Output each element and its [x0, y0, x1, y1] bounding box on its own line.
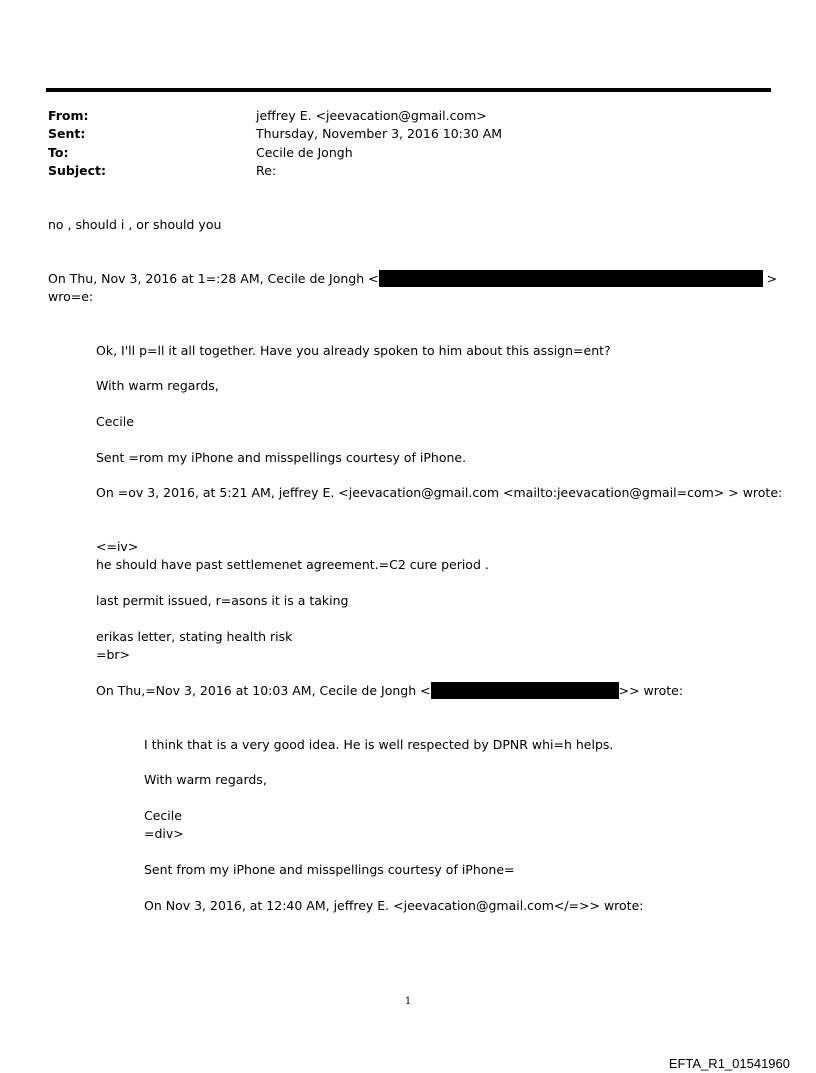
page-number: 1: [404, 996, 412, 1007]
quote2-div-tag: <=iv>: [96, 539, 139, 554]
quote2-line3: erikas letter, stating health risk: [96, 629, 293, 644]
quote2-br-tag: =br>: [96, 647, 131, 662]
quote2-nested-intro: [96, 683, 683, 699]
quote3-nested-intro: On Nov 3, 2016, at 12:40 AM, jeffrey E. <jeevacation@gmail.com</=>> wrote:: [144, 898, 644, 913]
quote3-sent-from: Sent from my iPhone and misspellings courtesy of iPhone=: [144, 862, 515, 877]
from-label: From:: [48, 108, 89, 123]
to-value: Cecile de Jongh: [256, 145, 353, 160]
header-rule: [46, 88, 771, 92]
reply-text: no , should i , or should you: [48, 217, 222, 232]
quote2-line2: last permit issued, r=asons it is a taking: [96, 593, 349, 608]
from-value: jeffrey E. <jeevacation@gmail.com>: [256, 108, 487, 123]
sent-value: Thursday, November 3, 2016 10:30 AM: [256, 126, 503, 141]
redaction-bar: [379, 270, 763, 287]
quote2-nested-intro-end: >> wrote:: [618, 683, 684, 698]
quote1-signature: Cecile: [96, 414, 134, 429]
quote1-intro-line2: wro=e:: [48, 289, 94, 304]
quote2-line1: he should have past settlemenet agreement.=C2 cure period .: [96, 557, 489, 572]
quote3-message: I think that is a very good idea. He is well respected by DPNR whi=h helps.: [144, 737, 614, 752]
document-id: EFTA_R1_01541960: [668, 1056, 790, 1071]
quote1-intro: [48, 271, 777, 287]
quote1-intro-end: >: [766, 271, 778, 286]
subject-value: Re:: [256, 163, 277, 178]
quote3-div-tag: =div>: [144, 826, 184, 841]
quote3-signature: Cecile: [144, 808, 182, 823]
quote1-message: Ok, I'll p=ll it all together. Have you already spoken to him about this assign=ent?: [96, 343, 611, 358]
sent-label: Sent:: [48, 126, 86, 141]
quote1-sent-from: Sent =rom my iPhone and misspellings courtesy of iPhone.: [96, 450, 467, 465]
to-label: To:: [48, 145, 69, 160]
quote2-nested-intro-text: On Thu,=Nov 3, 2016 at 10:03 AM, Cecile de Jongh <: [96, 683, 431, 698]
quote1-intro-text: On Thu, Nov 3, 2016 at 1=:28 AM, Cecile de Jongh <: [48, 271, 379, 286]
quote1-nested-intro: On =ov 3, 2016, at 5:21 AM, jeffrey E. <jeevacation@gmail.com <mailto:jeevacation@gmail=com> > wrote:: [96, 485, 783, 500]
quote3-regards: With warm regards,: [144, 772, 267, 787]
redaction-bar: [431, 682, 619, 699]
subject-label: Subject:: [48, 163, 106, 178]
quote1-regards: With warm regards,: [96, 378, 219, 393]
